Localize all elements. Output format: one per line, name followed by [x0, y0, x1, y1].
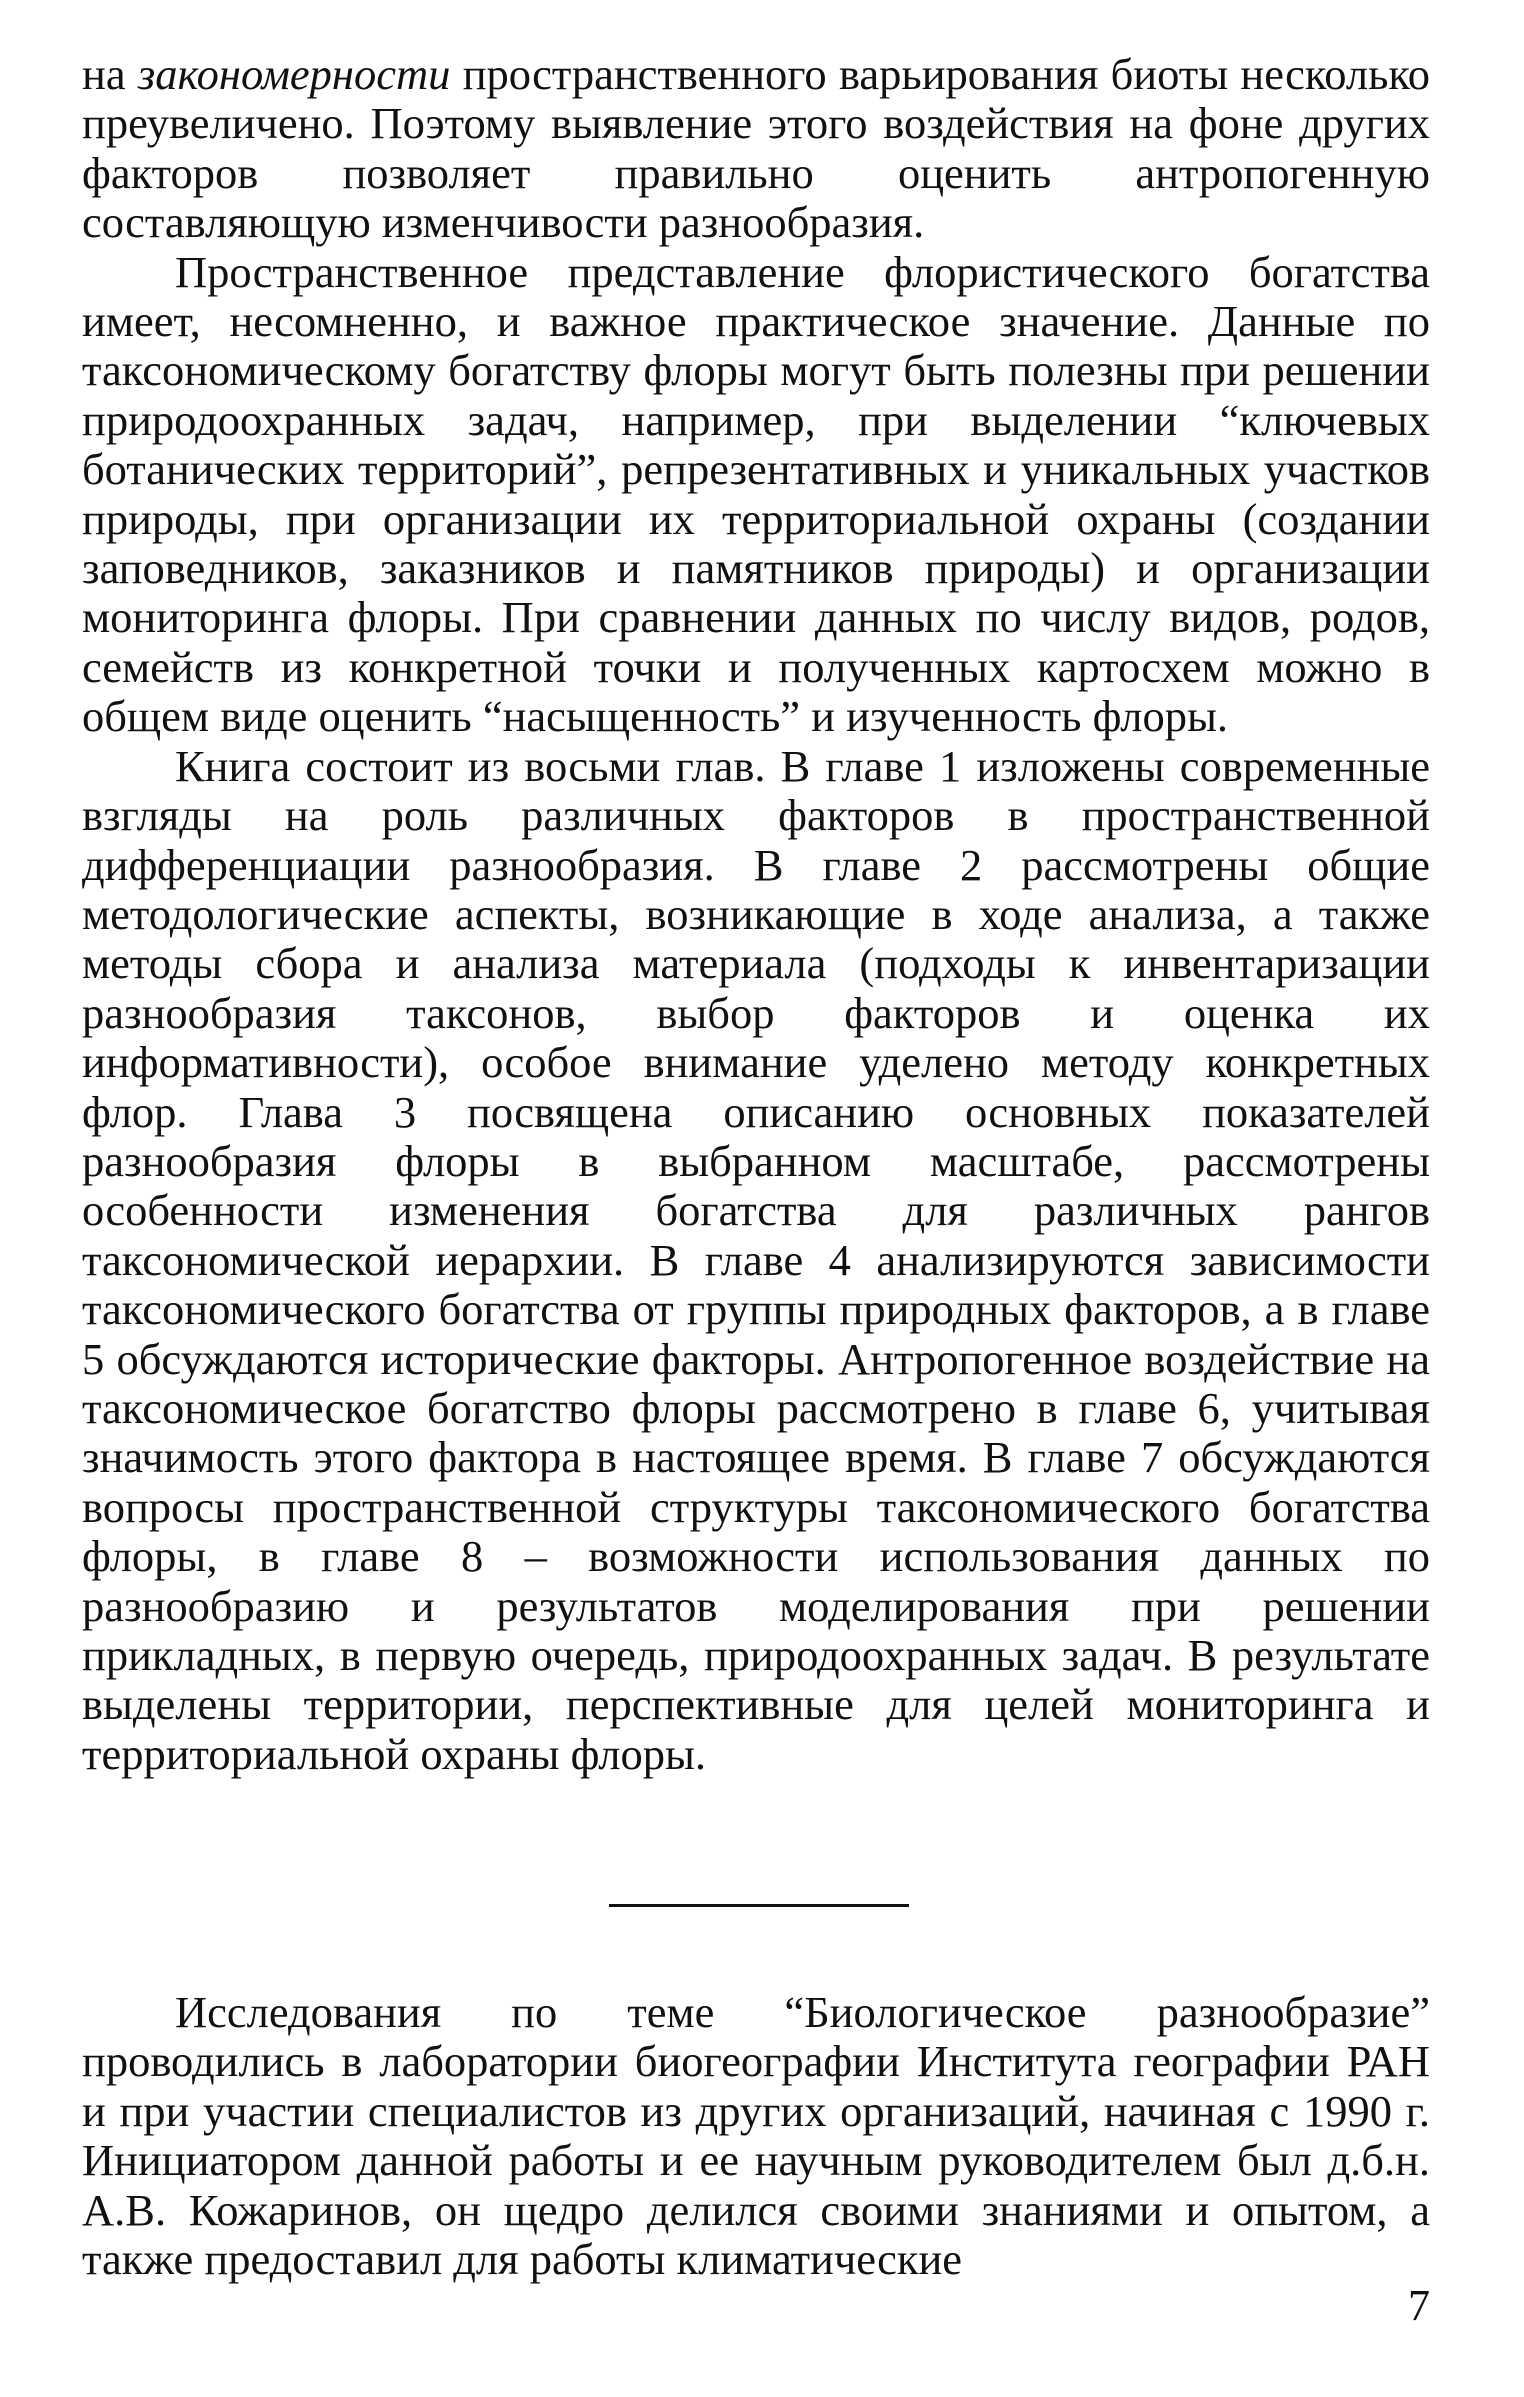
- paragraph-book-structure: Книга состоит из восьми глав. В главе 1 изложены современные взгляды на роль различных факторов в пространственной дифференциации разнообразия. В главе 2 рассмотрены общие методологические аспекты, возникающие в ходе анализа, а также методы сбора и анализа материала (подходы к инвентаризации разнообразия таксонов, выбор факторов и оценка их информативности), особое внимание уделено методу конкретных флор. Глава 3 посвящена описанию основных показателей разнообразия флоры в выбранном масштабе, рассмотрены особенности изменения богатства для различных рангов таксономической иерархии. В главе 4 анализируются зависимости таксономического богатства от группы природных факторов, а в главе 5 обсуждаются исторические факторы. Антропогенное воздействие на таксономическое богатство флоры рассмотрено в главе 6, учитывая значимость этого фактора в настоящее время. В главе 7 обсуждаются вопросы пространственной структуры таксономического богатства флоры, в главе 8 – возможности использования данных по разнообразию и результатов моделирования при решении прикладных, в первую очередь, природоохранных задач. В результате выделены территории, перспективные для целей мониторинга и территориальной охраны флоры.: [82, 740, 1430, 1779]
- paragraph-practical-significance: Пространственное представление флористического богатства имеет, несомненно, и важное практическое значение. Данные по таксономическому богатству флоры могут быть полезны при решении природоохранных задач, например, при выделении “ключевых ботанических территорий”, репрезентативных и уникальных участков природы, при организации их территориальной охраны (создании заповедников, заказников и памятников природы) и организации мониторинга флоры. При сравнении данных по числу видов, родов, семейств из конкретной точки и полученных картосхем можно в общем виде оценить “насыщенность” и изученность флоры.: [82, 246, 1430, 742]
- emphasized-word: закономерности: [137, 49, 451, 99]
- main-text: [82, 50, 1430, 1779]
- section-separator: [609, 1904, 909, 1907]
- paragraph-continuation: [82, 50, 1430, 248]
- paragraph-acknowledgements: Исследования по теме “Биологическое разнообразие” проводились в лаборатории биогеографии Института географии РАН и при участии специалистов из других организаций, начиная с 1990 г. Инициатором данной работы и ее научным руководителем был д.б.н. А.В. Кожаринов, он щедро делился своими знаниями и опытом, а также предоставил для работы климатические: [82, 1987, 1430, 2285]
- acknowledgements-text: [82, 1988, 1430, 2284]
- page-number: 7: [1408, 2281, 1430, 2330]
- paragraph-lead: на: [82, 49, 138, 99]
- paragraph-rest: пространственного варьирования биоты несколько преувеличено. Поэтому выявление этого воздействия на фоне других факторов позволяет правильно оценить антропогенную составляющую изменчивости разнообразия.: [82, 49, 1430, 248]
